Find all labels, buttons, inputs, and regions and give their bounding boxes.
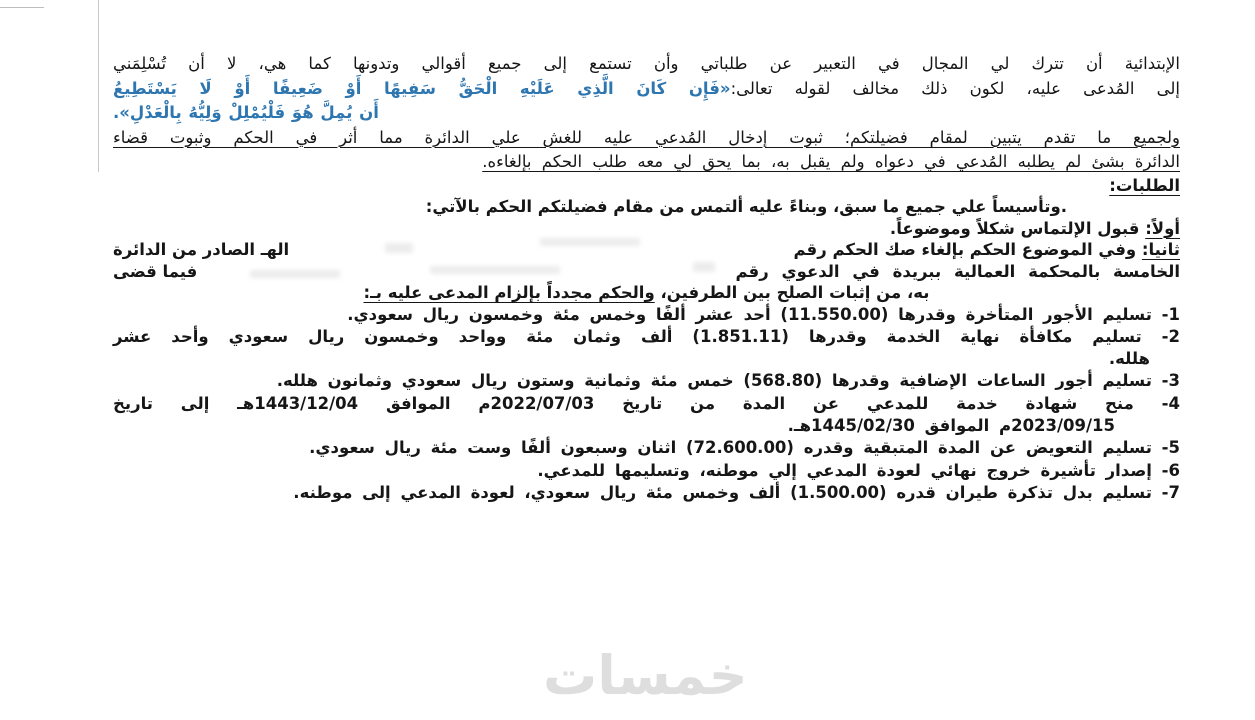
scan-artifact-horizontal-line bbox=[0, 7, 44, 8]
requests-basis-line: .وتأسيساً علي جميع ما سبق، وبناءً عليه ألتمس من مقام فضيلتكم الحكم بالآتي: bbox=[425, 197, 1067, 216]
demand-item-1: 1- تسليم الأجور المتأخرة وقدرها (11.550.00) أحد عشر ألفًا وخمس مئة وخمسون ريال سعودي. bbox=[347, 304, 1180, 324]
first-request-label: أولاً: bbox=[1145, 218, 1180, 238]
scan-artifact-vertical-line bbox=[98, 0, 99, 172]
second-request-line-1-remnant: الهـ الصادر من الدائرة bbox=[113, 240, 290, 259]
quran-verse-line-3 bbox=[113, 101, 1180, 126]
demand-item-2-line-2: هلله. bbox=[1108, 349, 1150, 369]
demand-item-3: 3- تسليم أجور الساعات الإضافية وقدرها (568.80) خمس مئة وثمانية وستون ريال سعودي وثمانون هلله. bbox=[276, 371, 1180, 391]
first-request-text: قبول الإلتماس شكلاً وموضوعاً. bbox=[889, 218, 1146, 238]
watermark-khamsat: خمسات bbox=[543, 644, 748, 707]
demand-item-5: 5- تسليم التعويض عن المدة المتبقية وقدره (72.600.00) اثنان وسبعون ألفًا وست مئة ريال سعودي. bbox=[309, 438, 1180, 458]
demand-item-7: 7- تسليم بدل تذكرة طيران قدره (1.500.00) ألف وخمس مئة ريال سعودي، لعودة المدعي إلى موطنه. bbox=[293, 482, 1180, 502]
requests-heading: الطلبات: bbox=[1109, 175, 1180, 195]
erased-redaction-mark bbox=[385, 243, 413, 253]
second-request-line-3-plain: به، من إثبات الصلح بين الطرفين، bbox=[654, 283, 930, 302]
first-request-line bbox=[113, 218, 1180, 240]
demand-item-4-line-2: 2023/09/15م الموافق 1445/02/30هـ. bbox=[787, 415, 1115, 435]
requests-heading-line bbox=[113, 175, 1180, 197]
demand-item-2-line-1: 2- تسليم مكافأة نهاية الخدمة وقدرها (1.851.11) ألف وثمان مئة وواحد وخمسون ريال سعودي وأحد عشر bbox=[113, 326, 1180, 346]
opening-line-2-lead: إلى المُدعى عليه، لكون ذلك مخالف لقوله تعالى: bbox=[730, 78, 1180, 98]
quran-verse-part-1: «فَإِن كَانَ الَّذِي عَلَيْهِ الْحَقُّ سَفِيهًا أَوْ ضَعِيفًا أَوْ لَا يَسْتَطِيعُ bbox=[113, 78, 731, 98]
document-body bbox=[113, 52, 1180, 504]
second-request-line-1-text: وفي الموضوع الحكم بإلغاء صك الحكم رقم bbox=[793, 240, 1142, 259]
second-request-label: ثانيا: bbox=[1141, 240, 1180, 259]
quran-verse-part-2: أَن يُمِلَّ هُوَ فَلْيُمْلِلْ وَلِيُّهُ بِالْعَدْلِ». bbox=[113, 103, 379, 122]
second-request-line-2-right: الخامسة بالمحكمة العمالية ببريدة في الدعوي رقم bbox=[735, 261, 1180, 281]
second-request-line-1 bbox=[113, 239, 1180, 261]
second-request-line-3-underlined: والحكم مجدداً بإلزام المدعى عليه بـ: bbox=[363, 283, 655, 302]
opening-line-2 bbox=[113, 77, 1180, 102]
opening-line-1: الإبتدائية أن تترك لي المجال في التعبير عن طلباتي وأن تستمع إلى جميع أقوالي وتدونها كما هي، لا أن تُسْلِمَني bbox=[113, 54, 1180, 73]
erased-redaction-mark bbox=[540, 238, 640, 246]
second-request-line-3 bbox=[113, 282, 1180, 304]
conclusion-line-1: ولجميع ما تقدم يتبين لمقام فضيلتكم؛ ثبوت إدخال المُدعي عليه للغش علي الدائرة مما أثر في الحكم وثبوت قضاء bbox=[113, 127, 1180, 147]
erased-redaction-mark bbox=[250, 270, 340, 278]
erased-redaction-mark bbox=[693, 262, 715, 272]
conclusion-line-2: الدائرة بشئ لم يطلبه المُدعي في دعواه ولم يقبل به، بما يحق لي معه طلب الحكم بإلغاءه. bbox=[482, 152, 1180, 171]
demand-item-4-line-1: 4- منح شهادة خدمة للمدعي عن المدة من تاريخ 2022/07/03م الموافق 1443/12/04هـ إلى تاريخ bbox=[113, 393, 1180, 413]
second-request-line-2-left: فيما قضى bbox=[113, 261, 198, 281]
demand-item-6: 6- إصدار تأشيرة خروج نهائي لعودة المدعي إلي موطنه، وتسليمها للمدعي. bbox=[537, 460, 1180, 480]
second-request-line-1-right bbox=[793, 239, 1180, 261]
erased-redaction-mark bbox=[430, 266, 560, 274]
